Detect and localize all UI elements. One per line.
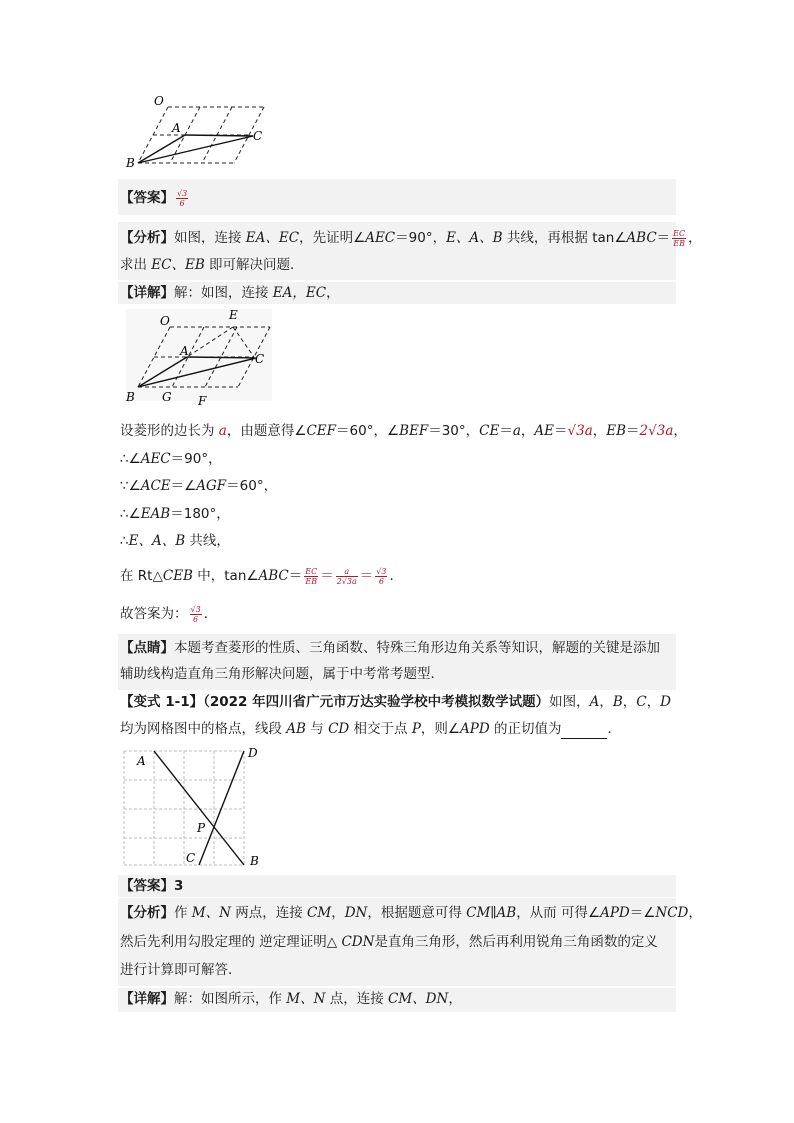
- step-3: ∵∠ACE＝∠AGF＝60°，: [120, 478, 278, 494]
- answer-1: [120, 188, 676, 208]
- answer-2: 【答案】3: [120, 878, 184, 894]
- analysis-2-line3: 进行计算即可解答．: [120, 962, 242, 978]
- label-C: C: [253, 129, 263, 143]
- step-4: ∴∠EAB＝180°，: [120, 506, 230, 522]
- label-A: A: [137, 754, 146, 768]
- step-7: 故答案为： $\frac{√3}{6}$ ．: [120, 604, 218, 624]
- step-1: 设菱形的边长为 a，由题意得∠CEF＝60°，∠BEF＝30°，CE＝a，AE＝√3a，EB＝2√3a，: [120, 423, 687, 439]
- figure-square-grid: [120, 746, 270, 870]
- label-B: B: [126, 390, 135, 404]
- answer-blank: [561, 724, 607, 739]
- step-2: ∴∠AEC＝90°，: [120, 451, 222, 467]
- analysis-2-line2: 然后先利用勾股定理的 逆定理证明△ CDN是直角三角形，然后再利用锐角三角函数的定义: [120, 934, 658, 950]
- step-6: 在 Rt△CEB 中，tan∠ABC＝ $\frac{EC}{EB}$ ＝ $\frac{a}{2√3a}$ ＝ $\frac{√3}{6}$ ．: [120, 566, 403, 586]
- label-F: F: [198, 394, 207, 408]
- detail-1: 【详解】解：如图，连接 EA，EC，: [120, 285, 340, 301]
- label-C: C: [255, 352, 265, 366]
- detail-2: 【详解】解：如图所示，作 M、N 点，连接 CM、DN，: [120, 991, 462, 1007]
- variant-line1: 【变式 1-1】（2022 年四川省广元市万达实验学校中考模拟数学试题）如图，A，B，C，D: [120, 694, 671, 710]
- variant-line2: 均为网格图中的格点，线段 AB 与 CD 相交于点 P，则∠APD 的正切值为 ．: [120, 721, 621, 737]
- label-B: B: [126, 156, 135, 170]
- label-C: C: [186, 851, 196, 865]
- label-A: A: [172, 121, 181, 135]
- label-G: G: [162, 390, 172, 404]
- answer-fraction: $\frac{√3}{6}$: [177, 188, 188, 208]
- analysis-1-line1: 【分析】如图，连接 EA、EC，先证明∠AEC＝90°，E、A、B 共线，再根据 tan∠ABC＝ $\frac{EC}{EB}$ ，: [120, 228, 702, 248]
- label-O: O: [160, 314, 170, 328]
- label-A: A: [180, 344, 189, 358]
- step-5: ∴E、A、B 共线，: [120, 533, 230, 549]
- figure-rhombus-grid: [120, 92, 270, 172]
- label-O: O: [154, 94, 164, 108]
- analysis-fraction: $\frac{EC}{EB}$: [673, 228, 686, 248]
- label-E: E: [229, 308, 238, 322]
- label-B: B: [250, 854, 259, 868]
- figure-rhombus-grid-auxiliary: [122, 305, 274, 409]
- label-D: D: [248, 746, 258, 760]
- label-P: P: [197, 821, 206, 835]
- analysis-2-line1: 【分析】作 M、N 两点，连接 CM，DN，根据题意可得 CM∥AB，从而 可得∠APD＝∠NCD，: [120, 905, 702, 921]
- analysis-1-line2: 求出 EC、EB 即可解决问题．: [120, 257, 304, 273]
- answer-tag: 【答案】: [120, 190, 174, 206]
- comment-line1: 【点睛】本题考查菱形的性质、三角函数、特殊三角形边角关系等知识，解题的关键是添加: [120, 640, 660, 656]
- comment-line2: 辅助线构造直角三角形解决问题，属于中考常考题型．: [120, 666, 444, 682]
